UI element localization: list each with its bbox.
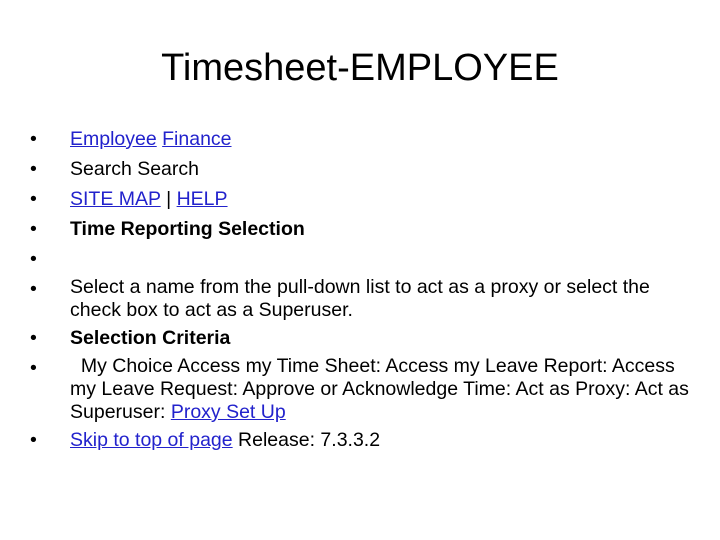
bullet-icon: • (30, 327, 37, 349)
list-item (30, 325, 690, 352)
list-item (30, 186, 690, 213)
bullet-icon: • (30, 158, 37, 180)
bullet-icon: • (30, 248, 37, 270)
bullet-icon: • (30, 128, 37, 150)
bullet-icon: • (30, 218, 37, 240)
instructions-text: Select a name from the pull-down list to act as a proxy or select the check box to act as a Superuser. (70, 276, 650, 321)
page-title: Timesheet-EMPLOYEE (161, 47, 559, 89)
search-text: Search Search (70, 158, 199, 180)
proxy-set-up-link[interactable]: Proxy Set Up (170, 401, 286, 423)
employee-link[interactable]: Employee (70, 128, 157, 150)
skip-to-top-link[interactable]: Skip to top of page (70, 429, 233, 451)
bullet-icon: • (30, 429, 37, 451)
selection-criteria-heading: Selection Criteria (70, 327, 231, 349)
list-item (30, 246, 690, 273)
bullet-icon: • (30, 357, 37, 379)
list-item (30, 355, 695, 424)
site-map-link[interactable]: SITE MAP (70, 188, 161, 210)
release-text: Release: 7.3.3.2 (238, 429, 381, 451)
list-item (30, 216, 690, 243)
list-item (30, 276, 690, 322)
bullet-icon: • (30, 188, 37, 210)
separator: | (166, 188, 172, 210)
bullet-list (30, 126, 695, 457)
choices-text: My Choice Access my Time Sheet: Access my Leave Report: Access my Leave Request: Approve or Acknowledge Time: Act as Proxy: Act as Superuser: (70, 355, 695, 423)
bullet-icon: • (30, 278, 37, 300)
finance-link[interactable]: Finance (162, 128, 232, 150)
section-heading: Time Reporting Selection (70, 218, 305, 240)
list-item (30, 156, 690, 183)
list-item (30, 427, 690, 454)
help-link[interactable]: HELP (176, 188, 228, 210)
list-item (30, 126, 690, 153)
